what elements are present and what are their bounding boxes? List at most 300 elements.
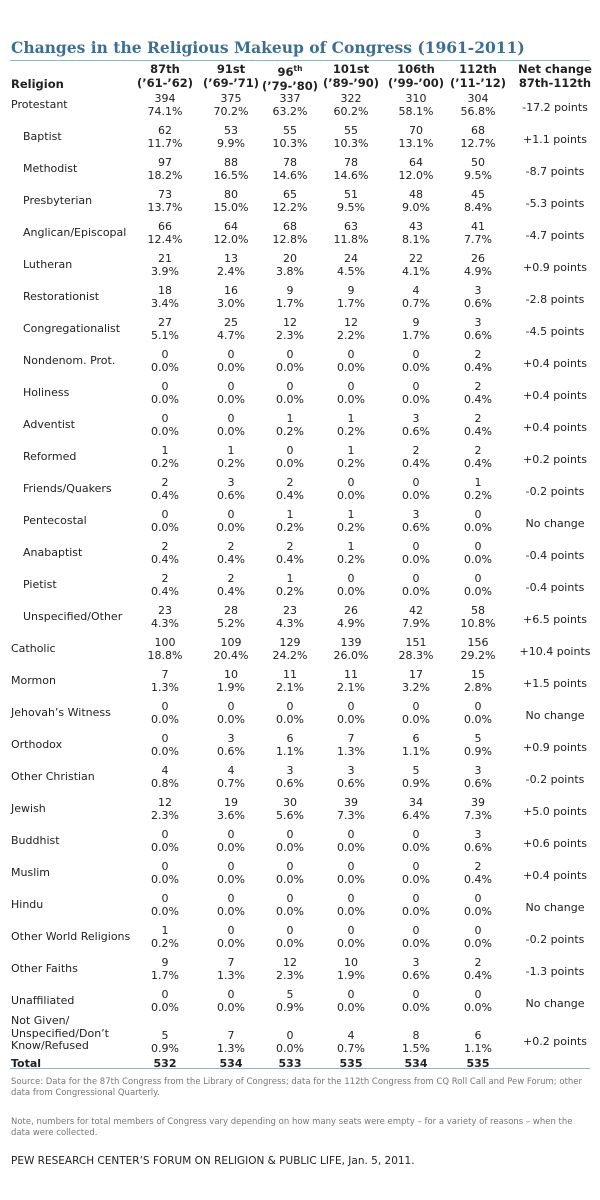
count-cell: 0 (412, 380, 420, 393)
net-change-cell: -0.2 points (525, 485, 585, 498)
net-change-cell: -8.7 points (525, 165, 585, 178)
net-change-cell: -0.2 points (525, 773, 585, 786)
count-cell: 21 (158, 252, 172, 265)
header-101st-ordinal: 101st (332, 62, 370, 76)
percent-cell: 0.0% (151, 904, 179, 918)
percent-cell: 4.3% (276, 616, 304, 630)
row-label: Adventist (23, 418, 75, 431)
percent-cell: 20.4% (213, 648, 249, 662)
percent-cell: 0.4% (276, 552, 304, 566)
count-cell: 4 (347, 1029, 355, 1042)
count-cell: 0 (412, 924, 420, 937)
percent-cell: 2.3% (276, 968, 304, 982)
percent-cell: 0.0% (402, 840, 430, 854)
net-change-cell: +1.5 points (523, 677, 587, 690)
percent-cell: 3.8% (276, 264, 304, 278)
percent-cell: 0.7% (337, 1041, 365, 1055)
percent-cell: 1.9% (217, 680, 245, 694)
percent-cell: 0.6% (464, 296, 492, 310)
count-cell: 7 (347, 732, 355, 745)
count-cell: 39 (471, 796, 485, 809)
percent-cell: 0.2% (217, 456, 245, 470)
row-label: Hindu (11, 898, 44, 911)
percent-cell: 0.4% (276, 488, 304, 502)
net-change-cell: +5.0 points (523, 805, 587, 818)
count-cell: 322 (340, 92, 362, 105)
header-net-change-range: 87th-112th (518, 76, 592, 90)
percent-cell: 0.0% (402, 392, 430, 406)
percent-cell: 1.5% (402, 1041, 430, 1055)
header-101st (316, 62, 386, 90)
count-cell: 1 (286, 508, 294, 521)
count-cell: 62 (158, 124, 172, 137)
row-label: Anabaptist (23, 546, 83, 559)
count-cell: 64 (224, 220, 238, 233)
percent-cell: 0.2% (337, 520, 365, 534)
total-cell: 535 (339, 1057, 363, 1070)
percent-cell: 0.0% (151, 360, 179, 374)
percent-cell: 0.4% (402, 456, 430, 470)
count-cell: 1 (227, 444, 235, 457)
percent-cell: 4.1% (402, 264, 430, 278)
percent-cell: 0.0% (276, 392, 304, 406)
net-change-cell: -0.2 points (525, 933, 585, 946)
percent-cell: 0.2% (276, 520, 304, 534)
percent-cell: 0.0% (337, 872, 365, 886)
count-cell: 1 (347, 444, 355, 457)
percent-cell: 0.0% (276, 872, 304, 886)
count-cell: 0 (474, 988, 482, 1001)
percent-cell: 0.0% (276, 904, 304, 918)
percent-cell: 9.0% (402, 200, 430, 214)
count-cell: 0 (161, 828, 169, 841)
count-cell: 6 (474, 1029, 482, 1042)
header-net-change-title: Net change (518, 62, 592, 76)
percent-cell: 0.4% (217, 584, 245, 598)
count-cell: 0 (227, 508, 235, 521)
percent-cell: 12.4% (147, 232, 183, 246)
count-cell: 0 (161, 700, 169, 713)
row-label: Buddhist (11, 834, 60, 847)
count-cell: 0 (161, 380, 169, 393)
header-87th (130, 62, 200, 90)
percent-cell: 29.2% (460, 648, 496, 662)
net-change-cell: No change (525, 997, 585, 1010)
count-cell: 30 (283, 796, 297, 809)
percent-cell: 26.0% (333, 648, 369, 662)
count-cell: 0 (227, 924, 235, 937)
total-cell: 535 (466, 1057, 490, 1070)
count-cell: 4 (412, 284, 420, 297)
row-label: Holiness (23, 386, 70, 399)
row-label-line: Know/Refused (11, 1039, 89, 1052)
percent-cell: 0.0% (337, 1000, 365, 1014)
percent-cell: 0.0% (337, 936, 365, 950)
percent-cell: 0.9% (276, 1000, 304, 1014)
percent-cell: 0.9% (151, 1041, 179, 1055)
count-cell: 0 (161, 892, 169, 905)
count-cell: 394 (154, 92, 176, 105)
count-cell: 10 (344, 956, 358, 969)
percent-cell: 0.0% (464, 520, 492, 534)
percent-cell: 10.8% (460, 616, 496, 630)
percent-cell: 0.2% (151, 936, 179, 950)
total-cell: 532 (153, 1057, 177, 1070)
percent-cell: 13.1% (398, 136, 434, 150)
count-cell: 2 (474, 348, 482, 361)
net-change-cell: -1.3 points (525, 965, 585, 978)
percent-cell: 0.0% (402, 1000, 430, 1014)
count-cell: 0 (347, 892, 355, 905)
count-cell: 53 (224, 124, 238, 137)
count-cell: 0 (347, 924, 355, 937)
row-label: Baptist (23, 130, 62, 143)
count-cell: 0 (474, 892, 482, 905)
count-cell: 0 (286, 924, 294, 937)
net-change-cell: -5.3 points (525, 197, 585, 210)
count-cell: 1 (347, 508, 355, 521)
count-cell: 12 (158, 796, 172, 809)
count-cell: 34 (409, 796, 423, 809)
percent-cell: 11.7% (147, 136, 183, 150)
count-cell: 27 (158, 316, 172, 329)
row-label: Friends/Quakers (23, 482, 112, 495)
net-change-cell: +0.9 points (523, 261, 587, 274)
count-cell: 0 (286, 700, 294, 713)
row-label: Congregationalist (23, 322, 121, 335)
count-cell: 3 (347, 764, 355, 777)
count-cell: 6 (286, 732, 294, 745)
percent-cell: 14.6% (272, 168, 308, 182)
percent-cell: 0.6% (402, 424, 430, 438)
percent-cell: 0.8% (151, 776, 179, 790)
percent-cell: 9.9% (217, 136, 245, 150)
count-cell: 0 (347, 700, 355, 713)
count-cell: 0 (286, 860, 294, 873)
net-change-cell: -17.2 points (522, 101, 588, 114)
percent-cell: 0.0% (464, 712, 492, 726)
percent-cell: 60.2% (333, 104, 369, 118)
count-cell: 39 (344, 796, 358, 809)
count-cell: 0 (474, 572, 482, 585)
percent-cell: 0.0% (276, 360, 304, 374)
percent-cell: 0.0% (276, 456, 304, 470)
percent-cell: 0.0% (151, 520, 179, 534)
count-cell: 9 (286, 284, 294, 297)
percent-cell: 5.6% (276, 808, 304, 822)
percent-cell: 70.2% (213, 104, 249, 118)
percent-cell: 0.0% (151, 424, 179, 438)
header-112th (443, 62, 513, 90)
header-106th-years: (’99-’00) (387, 76, 445, 90)
header-87th-years: (’61-’62) (136, 76, 194, 90)
percent-cell: 0.2% (151, 456, 179, 470)
count-cell: 5 (412, 764, 420, 777)
percent-cell: 0.9% (464, 744, 492, 758)
count-cell: 0 (286, 444, 294, 457)
row-label: Anglican/Episcopal (23, 226, 127, 239)
percent-cell: 0.0% (276, 936, 304, 950)
percent-cell: 0.0% (464, 552, 492, 566)
percent-cell: 0.0% (151, 1000, 179, 1014)
net-change-cell: -2.8 points (525, 293, 585, 306)
percent-cell: 0.0% (402, 904, 430, 918)
row-label: Muslim (11, 866, 51, 879)
percent-cell: 0.4% (464, 360, 492, 374)
net-change-cell: +0.6 points (523, 837, 587, 850)
count-cell: 97 (158, 156, 172, 169)
percent-cell: 0.0% (217, 936, 245, 950)
percent-cell: 0.6% (464, 328, 492, 342)
percent-cell: 1.7% (337, 296, 365, 310)
percent-cell: 0.0% (217, 392, 245, 406)
percent-cell: 18.8% (147, 648, 183, 662)
percent-cell: 2.3% (151, 808, 179, 822)
count-cell: 0 (161, 732, 169, 745)
percent-cell: 0.6% (337, 776, 365, 790)
percent-cell: 16.5% (213, 168, 249, 182)
count-cell: 0 (412, 572, 420, 585)
percent-cell: 24.2% (272, 648, 308, 662)
count-cell: 310 (405, 92, 427, 105)
percent-cell: 0.4% (151, 552, 179, 566)
count-cell: 3 (412, 956, 420, 969)
count-cell: 3 (412, 508, 420, 521)
row-label: Pietist (23, 578, 57, 591)
percent-cell: 10.3% (333, 136, 369, 150)
row-label-line: Not Given/ (11, 1014, 70, 1027)
percent-cell: 12.2% (272, 200, 308, 214)
count-cell: 0 (412, 540, 420, 553)
percent-cell: 0.0% (276, 1041, 304, 1055)
count-cell: 0 (161, 412, 169, 425)
count-cell: 0 (286, 1029, 294, 1042)
percent-cell: 0.6% (217, 488, 245, 502)
count-cell: 139 (340, 636, 362, 649)
count-cell: 2 (474, 860, 482, 873)
percent-cell: 0.0% (337, 904, 365, 918)
count-cell: 0 (286, 892, 294, 905)
count-cell: 7 (227, 956, 235, 969)
percent-cell: 0.2% (464, 488, 492, 502)
count-cell: 2 (227, 540, 235, 553)
net-change-cell: No change (525, 709, 585, 722)
count-cell: 23 (283, 604, 297, 617)
net-change-cell: +1.1 points (523, 133, 587, 146)
count-cell: 65 (283, 188, 297, 201)
count-cell: 88 (224, 156, 238, 169)
count-cell: 0 (227, 828, 235, 841)
percent-cell: 0.4% (464, 424, 492, 438)
percent-cell: 0.6% (402, 520, 430, 534)
net-change-cell: No change (525, 517, 585, 530)
count-cell: 11 (283, 668, 297, 681)
percent-cell: 5.2% (217, 616, 245, 630)
percent-cell: 5.1% (151, 328, 179, 342)
count-cell: 18 (158, 284, 172, 297)
percent-cell: 3.6% (217, 808, 245, 822)
count-cell: 0 (347, 860, 355, 873)
percent-cell: 0.0% (151, 840, 179, 854)
percent-cell: 0.0% (402, 552, 430, 566)
count-cell: 3 (286, 764, 294, 777)
count-cell: 12 (283, 316, 297, 329)
count-cell: 2 (474, 444, 482, 457)
count-cell: 20 (283, 252, 297, 265)
count-cell: 50 (471, 156, 485, 169)
count-cell: 8 (412, 1029, 420, 1042)
percent-cell: 0.2% (276, 424, 304, 438)
percent-cell: 4.3% (151, 616, 179, 630)
percent-cell: 0.4% (464, 968, 492, 982)
count-cell: 3 (412, 412, 420, 425)
count-cell: 1 (161, 444, 169, 457)
count-cell: 0 (286, 828, 294, 841)
total-cell: 534 (404, 1057, 428, 1070)
percent-cell: 6.4% (402, 808, 430, 822)
percent-cell: 0.0% (217, 872, 245, 886)
percent-cell: 0.0% (217, 1000, 245, 1014)
count-cell: 0 (412, 348, 420, 361)
count-cell: 0 (161, 508, 169, 521)
count-cell: 68 (471, 124, 485, 137)
percent-cell: 0.0% (464, 904, 492, 918)
percent-cell: 0.4% (217, 552, 245, 566)
count-cell: 0 (227, 860, 235, 873)
count-cell: 0 (286, 380, 294, 393)
net-change-cell: +0.2 points (523, 453, 587, 466)
row-label: Lutheran (23, 258, 73, 271)
percent-cell: 1.7% (402, 328, 430, 342)
count-cell: 0 (286, 348, 294, 361)
count-cell: 304 (467, 92, 489, 105)
net-change-cell: No change (525, 901, 585, 914)
count-cell: 4 (227, 764, 235, 777)
count-cell: 5 (161, 1029, 169, 1042)
percent-cell: 7.3% (337, 808, 365, 822)
row-label: Jewish (11, 802, 46, 815)
percent-cell: 0.4% (151, 584, 179, 598)
count-cell: 5 (474, 732, 482, 745)
header-112th-ordinal: 112th (459, 62, 497, 76)
count-cell: 42 (409, 604, 423, 617)
percent-cell: 0.2% (276, 584, 304, 598)
count-cell: 68 (283, 220, 297, 233)
count-cell: 109 (220, 636, 242, 649)
net-change-cell: +0.2 points (523, 1035, 587, 1048)
row-label: Presbyterian (23, 194, 93, 207)
count-cell: 10 (224, 668, 238, 681)
percent-cell: 1.3% (217, 968, 245, 982)
percent-cell: 3.2% (402, 680, 430, 694)
count-cell: 0 (474, 924, 482, 937)
row-label: Restorationist (23, 290, 100, 303)
count-cell: 2 (161, 572, 169, 585)
percent-cell: 7.9% (402, 616, 430, 630)
count-cell: 41 (471, 220, 485, 233)
percent-cell: 0.0% (402, 584, 430, 598)
count-cell: 66 (158, 220, 172, 233)
net-change-cell: +0.9 points (523, 741, 587, 754)
total-cell: 534 (219, 1057, 243, 1070)
header-106th-ordinal: 106th (397, 62, 435, 76)
row-label: Nondenom. Prot. (23, 354, 116, 367)
percent-cell: 0.0% (464, 1000, 492, 1014)
count-cell: 0 (412, 988, 420, 1001)
percent-cell: 0.0% (151, 712, 179, 726)
percent-cell: 0.0% (217, 904, 245, 918)
percent-cell: 12.7% (460, 136, 496, 150)
percent-cell: 15.0% (213, 200, 249, 214)
percent-cell: 8.1% (402, 232, 430, 246)
net-change-cell: -4.7 points (525, 229, 585, 242)
count-cell: 24 (344, 252, 358, 265)
percent-cell: 1.7% (151, 968, 179, 982)
net-change-cell: -4.5 points (525, 325, 585, 338)
percent-cell: 0.0% (337, 584, 365, 598)
row-label: Pentecostal (23, 514, 87, 527)
count-cell: 58 (471, 604, 485, 617)
percent-cell: 12.0% (398, 168, 434, 182)
count-cell: 0 (347, 476, 355, 489)
percent-cell: 14.6% (333, 168, 369, 182)
percent-cell: 0.4% (464, 392, 492, 406)
count-cell: 7 (227, 1029, 235, 1042)
count-cell: 73 (158, 188, 172, 201)
row-label: Unaffiliated (11, 994, 75, 1007)
header-101st-years: (’89-’90) (322, 76, 380, 90)
count-cell: 1 (286, 412, 294, 425)
percent-cell: 3.0% (217, 296, 245, 310)
percent-cell: 0.0% (337, 360, 365, 374)
count-cell: 3 (474, 316, 482, 329)
count-cell: 48 (409, 188, 423, 201)
percent-cell: 0.0% (217, 840, 245, 854)
count-cell: 0 (474, 540, 482, 553)
count-cell: 0 (474, 508, 482, 521)
row-label: Methodist (23, 162, 78, 175)
percent-cell: 7.7% (464, 232, 492, 246)
header-96th (255, 62, 325, 93)
percent-cell: 2.1% (276, 680, 304, 694)
percent-cell: 1.7% (276, 296, 304, 310)
count-cell: 51 (344, 188, 358, 201)
percent-cell: 0.7% (217, 776, 245, 790)
count-cell: 23 (158, 604, 172, 617)
count-cell: 7 (161, 668, 169, 681)
source-note: Source: Data for the 87th Congress from the Library of Congress; data for the 112th Congress from CQ Roll Call and Pew Forum; other data from Congressional Quarterly. (11, 1077, 583, 1098)
count-cell: 55 (344, 124, 358, 137)
count-cell: 9 (347, 284, 355, 297)
count-cell: 3 (474, 764, 482, 777)
count-cell: 151 (405, 636, 427, 649)
percent-cell: 1.3% (151, 680, 179, 694)
count-cell: 4 (161, 764, 169, 777)
percent-cell: 2.4% (217, 264, 245, 278)
percent-cell: 1.3% (217, 1041, 245, 1055)
percent-cell: 0.0% (337, 840, 365, 854)
count-cell: 0 (227, 412, 235, 425)
count-cell: 2 (227, 572, 235, 585)
net-change-cell: +0.4 points (523, 421, 587, 434)
count-cell: 63 (344, 220, 358, 233)
percent-cell: 0.0% (151, 744, 179, 758)
count-cell: 12 (283, 956, 297, 969)
count-cell: 12 (344, 316, 358, 329)
chart-title: Changes in the Religious Makeup of Congress (1961-2011) (11, 38, 525, 57)
percent-cell: 7.3% (464, 808, 492, 822)
percent-cell: 63.2% (272, 104, 308, 118)
